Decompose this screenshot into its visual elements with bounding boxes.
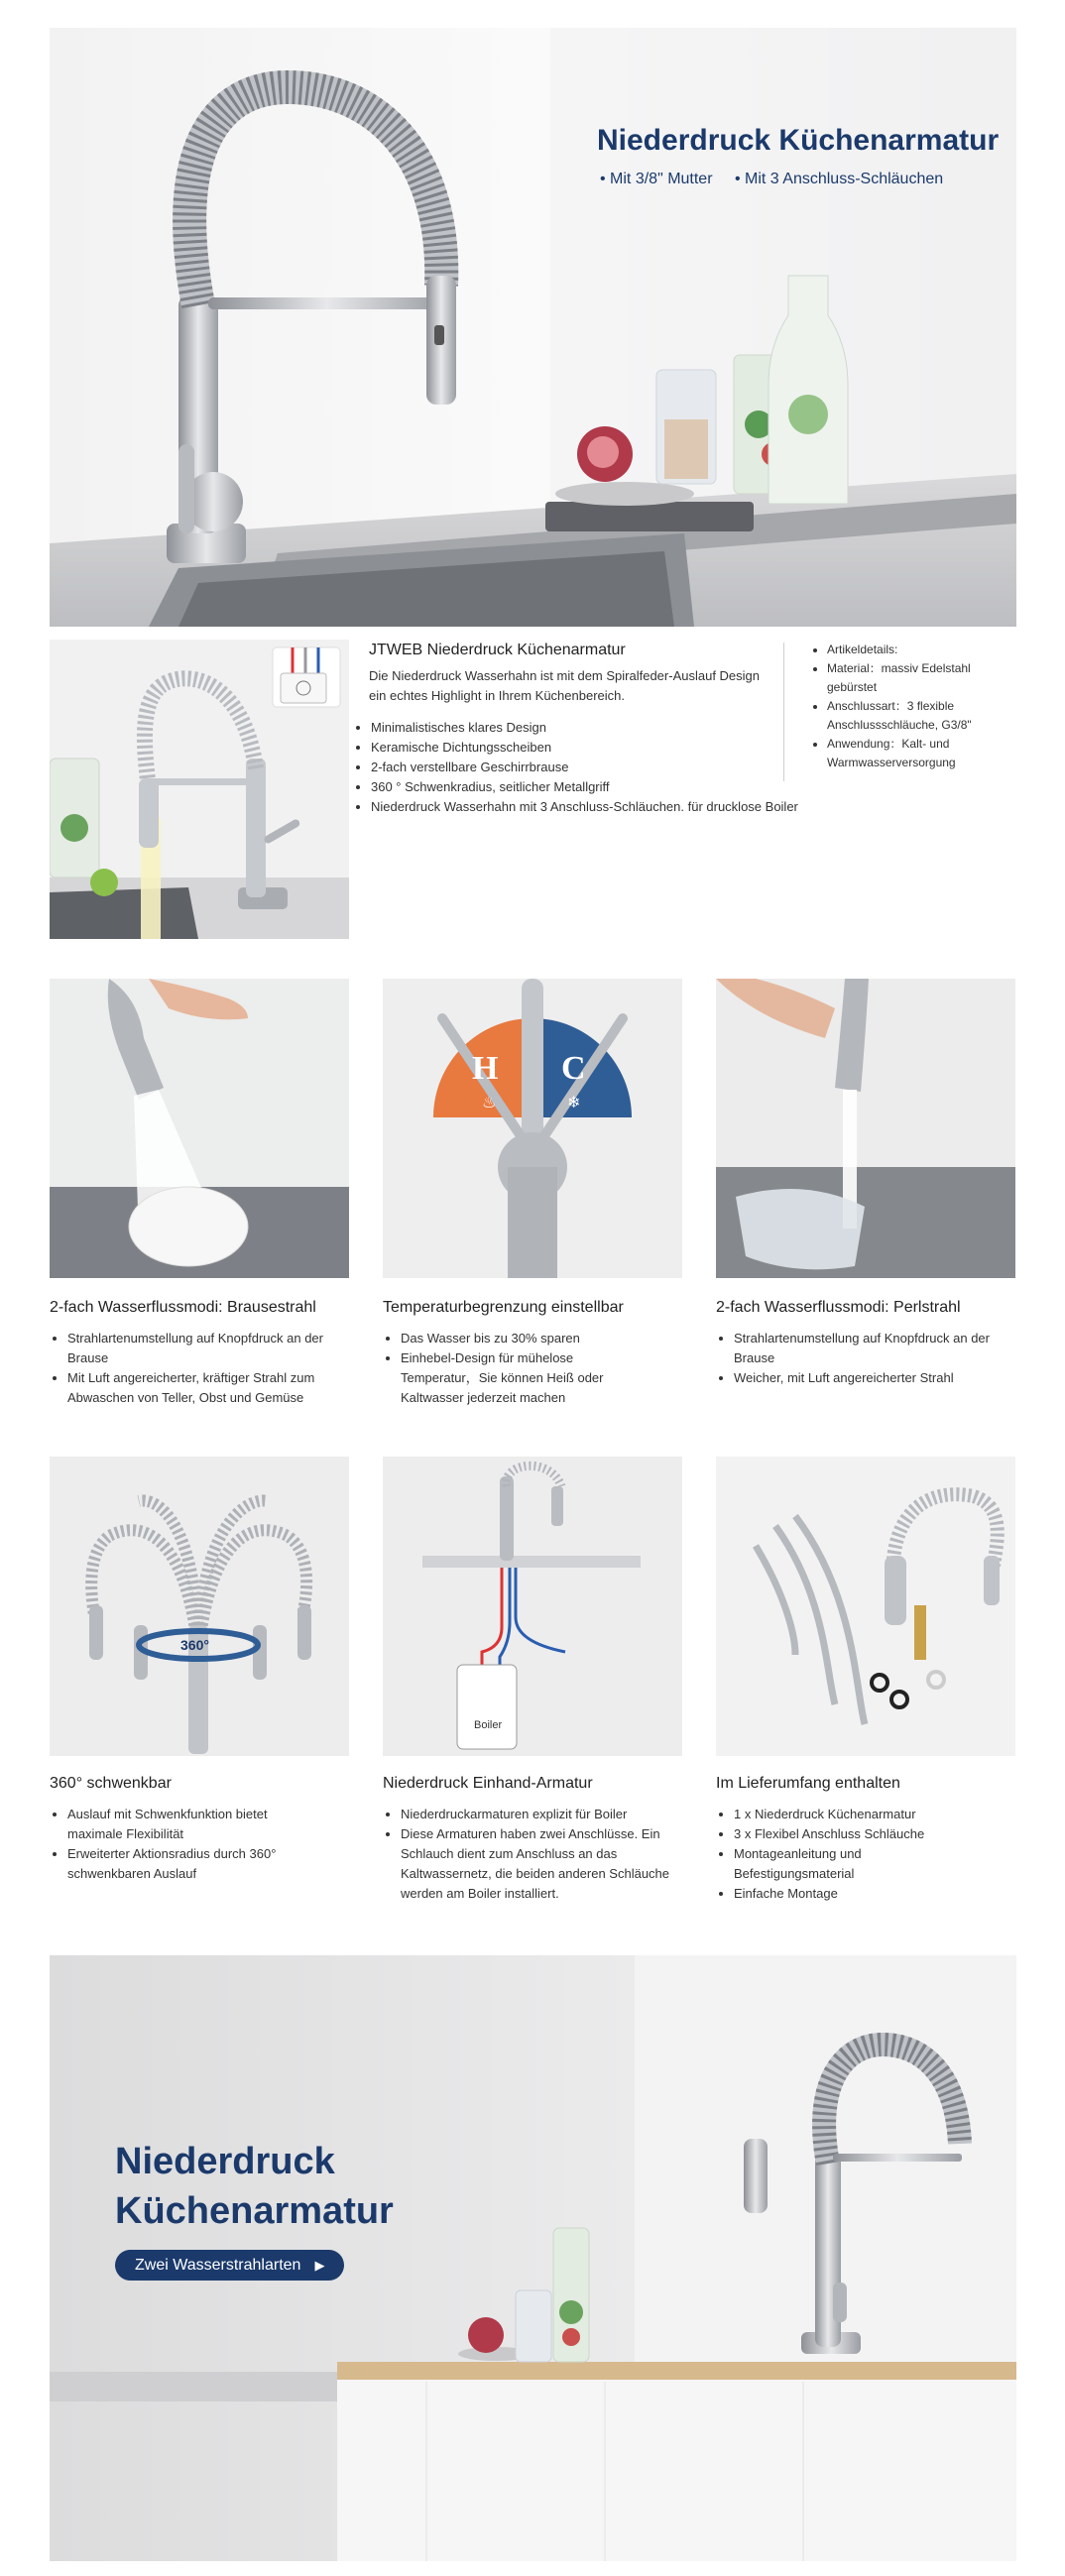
list-item: • 2-fach verstellbare Geschirrbrause [371, 758, 829, 777]
list-item: • Niederdruck Wasserhahn mit 3 Anschluss-Schläuchen. für drucklose Boiler [371, 797, 829, 817]
hero-image [50, 28, 1016, 627]
list-item: • Keramische Dichtungsscheiben [371, 738, 829, 758]
banner-title [115, 2137, 394, 2236]
feature-bullets [383, 1805, 682, 1904]
list-item: • Minimalistisches klares Design [371, 718, 829, 738]
feature-image-spray [50, 979, 349, 1278]
list-item: • 1 x Niederdruck Küchenarmatur [734, 1805, 974, 1824]
hot-label: H [472, 1050, 499, 1087]
snowflake-icon: ❄ [567, 1095, 581, 1112]
feature-image-swivel [50, 1457, 349, 1756]
feature-bullets [716, 1329, 1015, 1388]
list-item: • Einfache Montage [734, 1884, 974, 1904]
list-item: • 360 ° Schwenkradius, seitlicher Metallgriff [371, 777, 829, 797]
intro-details-list [811, 641, 1019, 772]
list-item: • Niederdruckarmaturen explizit für Boiler [401, 1805, 682, 1824]
list-item: • 3 x Flexibel Anschluss Schläuche [734, 1824, 974, 1844]
list-item: • Artikeldetails: [827, 641, 1019, 659]
water-jet-types-button[interactable] [115, 2250, 344, 2281]
feature-image-package [716, 1457, 1015, 1756]
hero-title: Niederdruck Küchenarmatur [597, 124, 1000, 157]
intro-title: JTWEB Niederdruck Küchenarmatur [369, 642, 626, 658]
hero-bullet: • Mit 3/8" Mutter [600, 171, 713, 187]
play-arrow-icon: ▶ [314, 2258, 325, 2273]
list-item: • Auslauf mit Schwenkfunktion bietet maximale Flexibilität [67, 1805, 307, 1844]
banner-title-line: Küchenarmatur [115, 2190, 394, 2232]
intro-image [50, 640, 349, 939]
hero-bullets [600, 171, 961, 188]
list-item: • Anschlussart：3 flexible Anschlussschläuche, G3/8" [827, 697, 1019, 735]
feature-image-boiler [383, 1457, 682, 1756]
list-item: • Das Wasser bis zu 30% sparen [401, 1329, 641, 1348]
divider [783, 643, 784, 781]
list-item: • Einhebel-Design für mühelose Temperatur，Sie können Heiß oder Kaltwasser jederzeit machen [401, 1348, 641, 1408]
feature-title: 360° schwenkbar [50, 1775, 172, 1792]
hero-bullet: • Mit 3 Anschluss-Schläuchen [734, 171, 944, 187]
list-item: • Weicher, mit Luft angereicherter Strahl [734, 1368, 1015, 1388]
feature-title: Im Lieferumfang enthalten [716, 1775, 900, 1792]
list-item: • Erweiterter Aktionsradius durch 360° schwenkbaren Auslauf [67, 1844, 307, 1884]
boiler-label: Boiler [474, 1719, 503, 1731]
banner-title-line: Niederdruck [115, 2141, 335, 2182]
button-label: Zwei Wasserstrahlarten [135, 2257, 301, 2274]
feature-title: 2-fach Wasserflussmodi: Perlstrahl [716, 1299, 961, 1316]
list-item: • Material：massiv Edelstahl gebürstet [827, 659, 1019, 697]
feature-bullets [50, 1329, 349, 1408]
feature-image-temperature [383, 979, 682, 1278]
feature-bullets [383, 1329, 641, 1408]
list-item: • Montageanleitung und Befestigungsmaterial [734, 1844, 974, 1884]
feature-title: 2-fach Wasserflussmodi: Brausestrahl [50, 1299, 316, 1316]
feature-bullets [50, 1805, 307, 1884]
list-item: • Strahlartenumstellung auf Knopfdruck an der Brause [734, 1329, 1015, 1368]
feature-image-pearl [716, 979, 1015, 1278]
list-item: • Diese Armaturen haben zwei Anschlüsse. Ein Schlauch dient zum Anschluss an das Kaltwassernetz, die beiden anderen Schläuche werden am Boiler installiert. [401, 1824, 682, 1904]
feature-title: Temperaturbegrenzung einstellbar [383, 1299, 624, 1316]
list-item: • Mit Luft angereicherter, kräftiger Strahl zum Abwaschen von Teller, Obst und Gemüse [67, 1368, 349, 1408]
feature-bullets [716, 1805, 974, 1904]
intro-description: Die Niederdruck Wasserhahn ist mit dem Spiralfeder-Auslauf Design ein echtes Highlight in Ihrem Küchenbereich. [369, 668, 761, 703]
swivel-badge: 360° [180, 1637, 209, 1653]
intro-feature-list [353, 718, 829, 817]
list-item: • Anwendung：Kalt- und Warmwasserversorgung [827, 735, 1019, 772]
cold-label: C [561, 1050, 586, 1087]
list-item: • Strahlartenumstellung auf Knopfdruck an der Brause [67, 1329, 349, 1368]
flame-icon: ♨ [482, 1095, 497, 1112]
feature-title: Niederdruck Einhand-Armatur [383, 1775, 593, 1792]
